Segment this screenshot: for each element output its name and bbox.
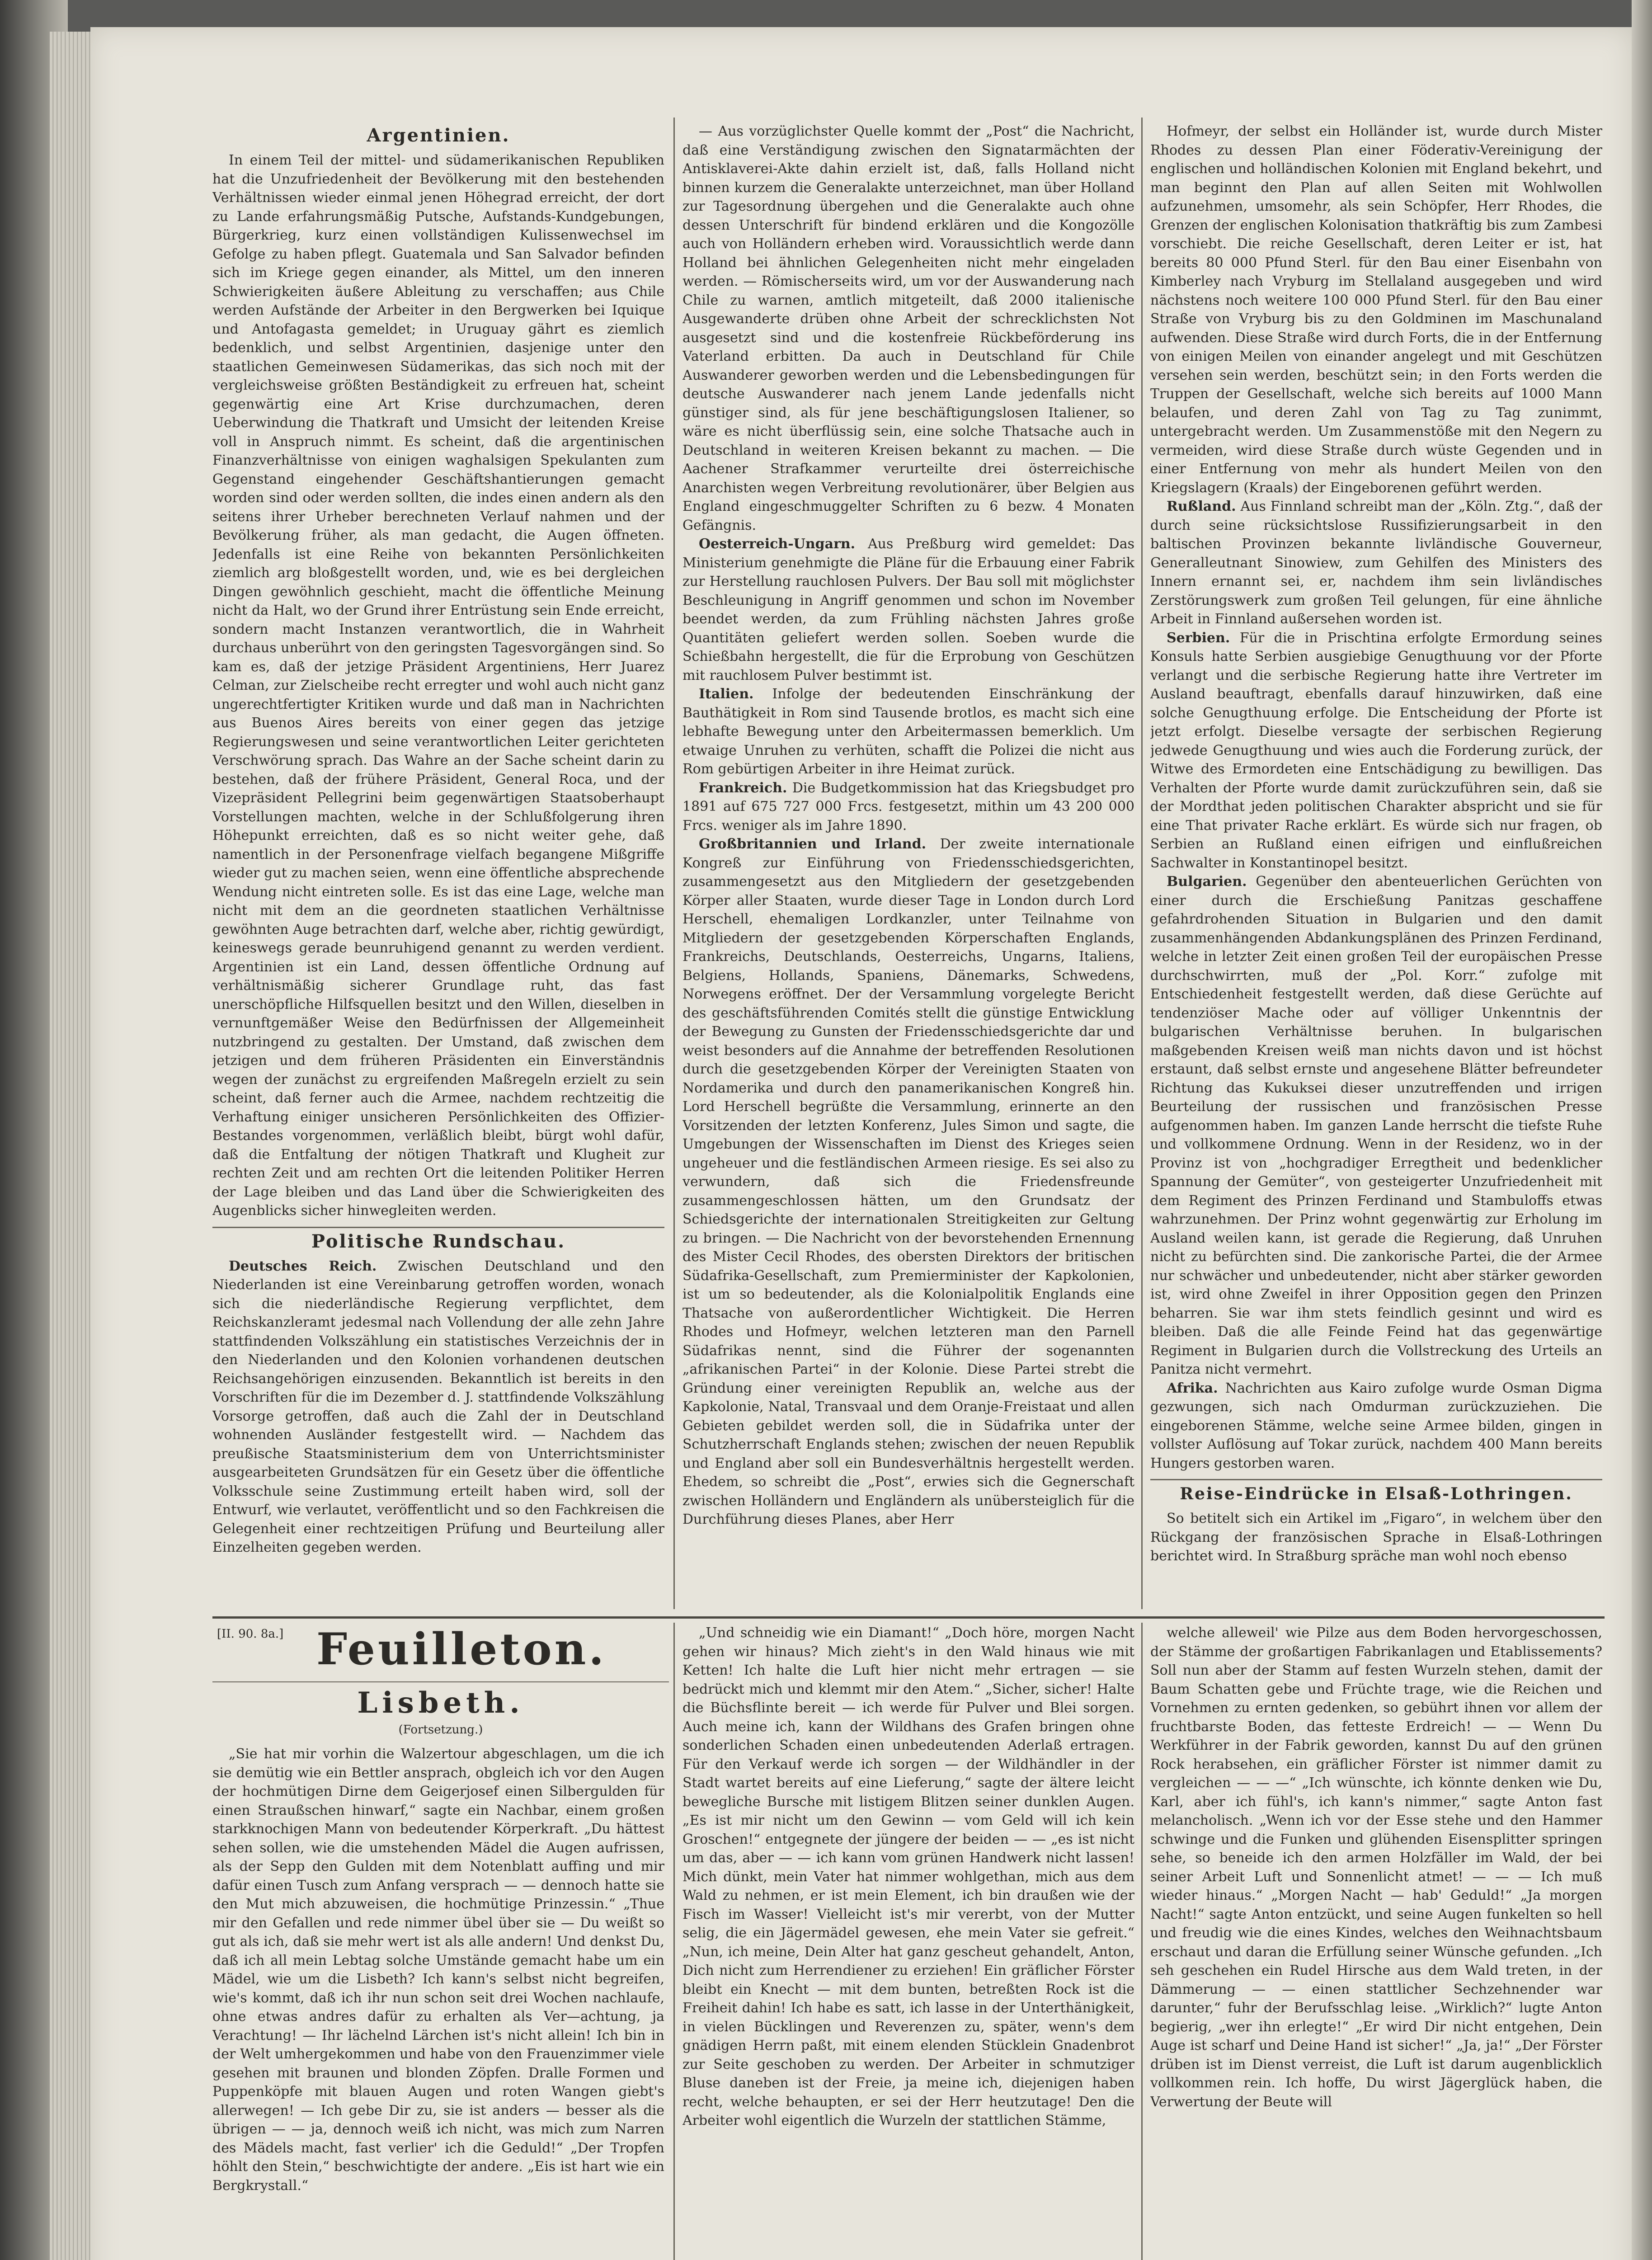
label-oesterreich: Oesterreich-Ungarn. [699,536,856,552]
article-frankreich [682,779,1134,835]
feuilleton-title: Feuilleton. [316,1624,607,1675]
article-news-col3: Hofmeyr, der selbst ein Holländer ist, wurde durch Mister Rhodes zu dessen Plan einer Föderativ-Vereinigung der englischen und holländischen Kolonien mit England bekehrt, und man beginnt den Plan auf allen Seiten mit Wohlwollen aufzunehmen, umsomehr, als sein Schöpfer, Herr Rhodes, die Grenzen der englischen Kolonisation thatkräftig bis zum Zambesi vorschiebt. Die reiche Gesellschaft, deren Leiter er ist, hat bereits 80 000 Pfund Sterl. für den Bau einer Eisenbahn von Kimberley nach Vryburg im Stellaland ausgegeben und wird nächstens noch weitere 100 000 Pfund Sterl. für den Bau einer Straße von Vryburg bis zu den Goldminen im Maschunaland aufwenden. Diese Straße wird durch Forts, die in der Entfernung von einigen Meilen von einander angelegt und mit Geschützen versehen sein werden, beschützt sein; in den Forts werden die Truppen der Gesellschaft, welche sich bereits auf 1000 Mann belaufen, und deren Zahl von Tag zu Tag zunimmt, untergebracht werden. Um Zusammenstöße mit den Negern zu vermeiden, wird diese Straße durch wüste Gegenden und in einer Entfernung von mehr als hundert Meilen von den Kriegslagern (Kraals) der Eingeborenen geführt werden. [1150,123,1602,496]
column-divider [673,1623,675,2260]
article-bulgarien [1150,872,1602,1379]
feuilleton-column-3 [1150,1624,1602,2260]
scanner-background-right [1632,0,1652,2260]
section-heading-argentinien: Argentinien. [367,125,510,146]
column-divider [673,118,675,1609]
label-italien: Italien. [699,686,754,702]
story-text-1: „Sie hat mir vorhin die Walzertour abgeschlagen, um die ich sie demütig wie ein Bettler ansprach, obgleich ich vor den Augen der hochmütigen Dirne dem Geigerjosef einen Silbergulden für einen Straußschen hinwarf,“ sagte ein Nachbar, einem großen starkknochigen Mann von bedeutender Körperkraft. „Du hättest sehen sollen, wie die umstehenden Mädel die Augen aufrissen, als der Sepp den Gulden mit dem Notenblatt auffing und mir dafür einen Tusch zum Anfang versprach — — dennoch hatte sie den Mut mich abzuweisen, die hochmütige Prinzessin.“ „Thue mir den Gefallen und rede nimmer übel über sie — Du weißt so gut als ich, daß sie mehr wert ist als alle andern! Und denkst Du, daß ich all mein Lebtag solche Umstände gemacht habe um ein Mädel, wie um die Lisbeth? Ich kann's selbst nicht begreifen, wie's kommt, daß ich ihr nun schon seit drei Wochen nachlaufe, ohne etwas andres dafür zu erhalten als Ver—achtung, ja Verachtung! — Ihr lächelnd Lärchen ist's nicht allein! Ich bin in der Welt umhergekommen und habe von den Frauenzimmer viele gesehen mit braunen und blonden Zöpfen. Dralle Formen und Puppenköpfe mit blauen Augen und roten Wangen giebt's allerwegen! — Ich gebe Dir zu, sie ist anders — besser als die übrigen — — ja, dennoch weiß ich nicht, was mich zum Narren des Mädels macht, fast verlier' ich die Geduld!“ „Der Tropfen höhlt den Stein,“ beschwichtigte der andere. „Eis ist hart wie ein Bergkrystall.“ [212,1746,664,2194]
article-afrika [1150,1379,1602,1473]
article-russland [1150,497,1602,629]
label-russland: Rußland. [1167,499,1236,514]
article-serbien [1150,629,1602,873]
column-divider [1141,1623,1143,2260]
column-3 [1150,122,1602,1609]
article-argentinien: In einem Teil der mittel- und südamerikanischen Republiken hat die Unzufriedenheit der Bevölkerung mit den bestehenden Verhältnissen wieder einmal jenen Höhegrad erreicht, der dort zu Lande erfahrungsmäßig Putsche, Aufstands-Kundgebungen, Bürgerkrieg, kurz einen vollständigen Kulissenwechsel im Gefolge zu haben pflegt. Guatemala und San Salvador befinden sich im Kriege gegen einander, als Mittel, um den inneren Schwierigkeiten äußere Ableitung zu verschaffen; aus Chile werden Aufstände der Arbeiter in den Bergwerken bei Iquique und Antofagasta gemeldet; in Uruguay gährt es ziemlich bedenklich, und selbst Argentinien, dasjenige unter den staatlichen Gemeinwesen Südamerikas, das sich noch mit der vergleichsweise größten Beständigkeit zu erfreuen hat, scheint gegenwärtig eine Art Krise durchzumachen, deren Ueberwindung die Thatkraft und Umsicht der leitenden Kreise voll in Anspruch nimmt. Es scheint, daß die argentinischen Finanzverhältnisse von einigen waghalsigen Spekulanten zum Gegenstand eingehender Geschäftshantierungen gemacht worden sind oder werden sollten, die indes einen andern als den seitens ihrer Urheber berechneten Verlauf nahmen und der Bevölkerung früher, als man gedacht, die Augen öffneten. Jedenfalls ist eine Reihe von bekannten Persönlichkeiten ziemlich arg bloßgestellt worden, und, wie es bei dergleichen Dingen gewöhnlich geschieht, macht die öffentliche Meinung nicht da Halt, wo der Grund ihrer Entrüstung sein Ende erreicht, sondern macht Instanzen verantwortlich, die in Wahrheit durchaus unberührt von den geringsten Tagesvorgängen sind. So kam es, daß der jetzige Präsident Argentiniens, Herr Juarez Celman, zur Zielscheibe recht erregter und wohl auch nicht ganz ungerechtfertigter Kritiken wurde und daß man in Nachrichten aus Buenos Aires bereits von einer gegen das jetzige Regierungswesen und seine verantwortlichen Leiter gerichteten Verschwörung sprach. Das Wahre an der Sache scheint darin zu bestehen, daß der frühere Präsident, General Roca, und der Vizepräsident Pellegrini beim gegenwärtigen Staatsoberhaupt Vorstellungen machten, welche in der Schlußfolgerung ihren Höhepunkt erreichten, daß es so nicht weiter gehe, daß namentlich in der Personenfrage vielfach begangene Mißgriffe wieder gut zu machen seien, wenn eine öffentliche absprechende Wendung nicht eintreten solle. Es ist das eine Lage, welche man nicht mit dem an die geordneten staatlichen Verhältnisse gewöhnten Auge betrachten darf, welche aber, richtig gewürdigt, keineswegs gerade beunruhigend genannt zu werden verdient. Argentinien ist ein Land, dessen öffentliche Ordnung auf verhältnismäßig sicherer Grundlage ruht, das fast unerschöpfliche Hilfsquellen besitzt und den Willen, dieselben in vernunftgemäßer Weise den Bedürfnissen der Allgemeinheit nutzbringend zu gestalten. Der Umstand, daß zwischen dem jetzigen und dem früheren Präsidenten ein Einverständnis wegen der zunächst zu ergreifenden Maßregeln erzielt zu sein scheint, daß ferner auch die Armee, nachdem rechtzeitig die Verhaftung einiger unsicheren Persönlichkeiten des Offizier-Bestandes vorgenommen, verläßlich bleibt, bürgt wohl dafür, daß die Entfaltung der nötigen Thatkraft und Klugheit zur rechten Zeit und am rechten Ort die leitenden Politiker Herren der Lage bleiben und das Land über die Schwierigkeiten des Augenblicks sicher hinwegleiten werden. [212,152,664,1219]
section-heading-reise: Reise-Eindrücke in Elsaß-Lothringen. [1150,1479,1602,1507]
text-grossbritannien: Der zweite internationale Kongreß zur Einführung von Friedensschiedsgerichten, zusammengesetzt aus den Mitgliedern der gesetzgebenden Körper aller Staaten, wurde dieser Tage in London durch Lord Herschell, ehemaligen Lordkanzler, unter Teilnahme von Mitgliedern der gesetzgebenden Körperschaften Englands, Frankreichs, Deutschlands, Oesterreichs, Ungarns, Italiens, Belgiens, Hollands, Spaniens, Dänemarks, Schwedens, Norwegens eröffnet. Der der Versammlung vorgelegte Bericht des geschäftsführenden Comités stellt die günstige Entwicklung der Bewegung zu Gunsten der Friedensschiedsgerichte dar und weist besonders auf die Annahme der betreffenden Resolutionen durch die gesetzgebenden Körper der Vereinigten Staaten von Nordamerika und durch den panamerikanischen Kongreß hin. Lord Herschell begrüßte die Versammlung, erinnerte an den Vorsitzenden der letzten Konferenz, Jules Simon und sagte, die Umgebungen der Wissenschaften im Dienst des Krieges seien ungeheuer und die festländischen Armeen riesige. Es sei also zu verwundern, daß sich die Friedensfreunde zusammengeschlossen hätten, um den Grundsatz der Schiedsgerichte der internationalen Streitigkeiten zur Geltung zu bringen. — Die Nachricht von der bevorstehenden Ernennung des Mister Cecil Rhodes, des obersten Direktors der britischen Südafrika-Gesellschaft, zum Premierminister der Kapkolonien, ist um so bedeutender, als die Kolonialpolitik Englands eine Thatsache von außerordentlicher Wichtigkeit. Die Herren Rhodes und Hofmeyr, welchen letzteren man den Parnell Südafrikas nennt, sind die Führer der sogenannten „afrikanischen Partei“ in der Kolonie. Diese Partei strebt die Gründung einer vereinigten Republik an, welche aus der Kapkolonie, Natal, Transvaal und dem Oranje-Freistaat und allen Gebieten gebildet werden soll, die in Südafrika unter der Schutzherrschaft Englands stehen; zwischen der neuen Republik und England aber soll ein Bundesverhältnis hergestellt werden. Ehedem, so schreibt die „Post“, erwies sich die Gegnerschaft zwischen Holländern und Engländern als unübersteiglich für die Durchführung dieses Planes, aber Herr [682,836,1134,1527]
label-bulgarien: Bulgarien. [1167,874,1247,890]
text-afrika: Nachrichten aus Kairo zufolge wurde Osman Digma gezwungen, sich nach Omdurman zurückzuziehen. Die eingeborenen Stämme, welche seine Armee bilden, gingen in vollster Auflösung auf Tokar zurück, nachdem 400 Mann bereits Hungers gestorben waren. [1150,1380,1602,1471]
column-divider [1141,118,1143,1609]
story-text-2: „Und schneidig wie ein Diamant!“ „Doch höre, morgen Nacht gehen wir hinaus? Mich zieht's in den Wald hinaus wie mit Ketten! Ich halte die Luft hier nicht mehr ertragen — sie bedrückt mich und klemmt mir den Atem.“ „Sicher, sicher! Halte die Büchsflinte bereit — ich werde für Pulver und Blei sorgen. Auch meine ich, kann der Wildhans des Grafen bringen ohne sonderlichen Schaden einen unbedeutenden Aderlaß ertragen. Für den Verkauf werde ich sorgen — der Wildhändler in der Stadt wartet bereits auf eine Lieferung,“ sagte der ältere leicht bewegliche Bursche mit listigem Blitzen seiner dunklen Augen. „Es ist mir nicht um den Gewinn — vom Geld will ich kein Groschen!“ entgegnete der jüngere der beiden — — „es ist nicht um das, aber — — ich kann vom grünen Handwerk nicht lassen! Mich dünkt, mein Vater hat nimmer wohlgethan, mich aus dem Wald zu nehmen, er ist mein Element, ich bin draußen wie der Fisch im Wasser! Vielleicht ist's mir vererbt, von der Mutter selig, die ein Jägermädel gewesen, ehe mein Vater sie gefreit.“ „Nun, ich meine, Dein Alter hat ganz gescheut gehandelt, Anton, Dich nicht zum Herrendiener zu erziehen! Ein gräflicher Förster bleibt ein Knecht — mit dem bunten, betreßten Rock ist die Freiheit dahin! Ich habe es satt, ich lasse in der Unterthänigkeit, in vielen Bücklingen und Reverenzen zu, später, wenn's dem gnädigen Herrn paßt, mit einem elenden Stücklein Gnadenbrot zur Seite geschoben zu werden. Der Arbeiter in schmutziger Bluse daneben ist der Freie, ja meine ich, diejenigen haben recht, welche behaupten, er sei der Herr heutzutage! Den die Arbeiter wohl eigentlich die Wurzeln der stattlichen Stämme, [682,1625,1134,2128]
text-deutsches-reich: Zwischen Deutschland und den Niederlanden ist eine Vereinbarung getroffen worden, wonach sich die niederländische Regierung verpflichtet, dem Reichskanzleramt jedesmal nach Vollendung der alle zehn Jahre stattfindenden Volkszählung ein statistisches Verzeichnis der in den Niederlanden und den Kolonien vorhandenen deutschen Reichsangehörigen einzusenden. Bekanntlich ist bereits in den Vorschriften für die im Dezember d. J. stattfindende Volkszählung Vorsorge getroffen, daß auch die Zahl der in Deutschland wohnenden Ausländer festgestellt wird. — Nachdem das preußische Staatsministerium dem von Unterrichtsminister ausgearbeiteten Grundsätzen für ein Gesetz über die öffentliche Volksschule seine Zustimmung erteilt haben wird, soll der Entwurf, wie verlautet, veröffentlicht und so den Fachkreisen die Gelegenheit einer rechtzeitigen Prüfung und Beurteilung aller Einzelheiten gegeben werden. [212,1258,664,1555]
story-subtitle: (Fortsetzung.) [398,1723,483,1737]
text-serbien: Für die in Prischtina erfolgte Ermordung seines Konsuls hatte Serbien ausgiebige Genugthuung vor der Pforte verlangt und die serbische Regierung hatte ihre Vertreter im Ausland beauftragt, ebenfalls darauf hinzuwirken, daß eine solche Genugthuung erfolge. Die Entscheidung der Pforte ist jetzt erfolgt. Dieselbe versagte der serbischen Regierung jedwede Genugthuung und wies auch die Forderung zurück, der Witwe des Ermordeten eine Entschädigung zu bewilligen. Das Verhalten der Pforte wurde damit zurückzuführen sein, daß sie der Mordthat jeden politischen Charakter abspricht und sie für eine That privater Rache erklärt. Es würde sich nur fragen, ob Serbien an Rußland einen eifrigen und einflußreichen Sachwalter in Konstantinopel besitzt. [1150,630,1602,871]
label-grossbritannien: Großbritannien und Irland. [699,836,927,852]
section-heading-rundschau: Politische Rundschau. [212,1227,664,1255]
text-frankreich: Die Budgetkommission hat das Kriegsbudget pro 1891 auf 675 727 000 Frcs. festgesetzt, mithin um 43 200 000 Frcs. weniger als im Jahre 1890. [682,780,1134,833]
feuilleton-title-underline [212,1681,669,1682]
label-serbien: Serbien. [1167,630,1230,646]
text-oesterreich: Aus Preßburg wird gemeldet: Das Ministerium genehmigte die Pläne für die Erbauung einer Fabrik zur Herstellung rauchlosen Pulvers. Der Bau soll mit möglichster Beschleunigung in Angriff genommen und schon im November beendet werden, da zum Frühling nächsten Jahres große Quantitäten geliefert werden sollen. Soeben wurde die Schießbahn hergestellt, die für die Erprobung von Geschützen mit rauchlosem Pulver bestimmt ist. [682,536,1134,683]
feuilleton-issue-label: [II. 90. 8a.] [217,1627,284,1641]
article-news-col2: — Aus vorzüglichster Quelle kommt der „Post“ die Nachricht, daß eine Verständigung zwischen den Signatarmächten der Antisklaverei-Akte dahin erzielt ist, daß, falls Holland nicht binnen kurzem die Generalakte unterzeichnet, man über Holland zur Tagesordnung übergehen und die Generalakte auch ohne dessen Unterschrift für bindend erklären und die Kongozölle auch von Holländern erheben wird. Voraussichtlich werde dann Holland bei ähnlichen Gelegenheiten nicht mehr eingeladen werden. — Römischerseits wird, um vor der Auswanderung nach Chile zu warnen, amtlich mitgeteilt, daß 2000 italienische Ausgewanderte drüben ohne Arbeit der schrecklichsten Not ausgesetzt sind und die kostenfreie Rückbeförderung ins Vaterland erbitten. Da auch in Deutschland für Chile Auswanderer geworben werden und die Lebensbedingungen für deutsche Auswanderer nach jenem Lande jedenfalls nicht günstiger sind, als für jene beschäftigungslosen Italiener, so wäre es nicht überflüssig sein, eine solche Thatsache auch in Deutschland in weiteren Kreisen bekannt zu machen. — Die Aachener Strafkammer verurteilte drei österreichische Anarchisten wegen Verbreitung revolutionärer, über Belgien aus England eingeschmuggelter Schriften zu 6 bezw. 4 Monaten Gefängnis. [682,123,1134,533]
label-frankreich: Frankreich. [699,780,787,796]
label-deutsches-reich: Deutsches Reich. [229,1258,377,1274]
text-russland: Aus Finnland schreibt man der „Köln. Ztg.“, daß der durch seine rücksichtslose Russifizierungsarbeit in den baltischen Provinzen bekannte livländische Gouverneur, Generalleutnant Sinowiew, zum Gehilfen des Ministers des Innern ernannt sei, er, nachdem ihm sein livländisches Zerstörungswerk zum großen Teil gelungen, für eine ähnliche Arbeit in Finnland außersehen worden ist. [1150,499,1602,627]
feuilleton-separator [212,1616,1605,1619]
feuilleton-column-2 [682,1624,1134,2260]
article-italien [682,685,1134,779]
article-reise: So betitelt sich ein Artikel im „Figaro“, in welchem über den Rückgang der französischen Sprache in Elsaß-Lothringen berichtet wird. In Straßburg spräche man wohl noch ebenso [1150,1511,1602,1564]
column-2 [682,122,1134,1609]
article-grossbritannien [682,835,1134,1529]
text-italien: Infolge der bedeutenden Einschränkung der Bauthätigkeit in Rom sind Tausende brotlos, es macht sich eine lebhafte Bewegung unter den Arbeitermassen bemerklich. Um etwaige Unruhen zu verhüten, schafft die Polizei die nicht aus Rom gebürtigen Arbeiter in ihre Heimat zurück. [682,686,1134,777]
column-1 [212,122,664,1609]
label-afrika: Afrika. [1167,1380,1218,1396]
text-bulgarien: Gegenüber den abenteuerlichen Gerüchten von einer durch die Erschießung Panitzas geschaffene gefahrdrohenden Situation in Bulgarien und den damit zusammenhängenden Abdankungsplänen des Prinzen Ferdinand, welche in letzter Zeit einen großen Teil der europäischen Presse durchschwirrten, muß der „Pol. Korr.“ zufolge mit Entschiedenheit festgestellt werden, daß diese Gerüchte auf tendenziöser Mache oder auf völliger Unkenntnis der bulgarischen Verhältnisse beruhen. In bulgarischen maßgebenden Kreisen weiß man nichts davon und ist höchst erstaunt, daß selbst ernste und angesehene Blätter befreundeter Richtung das Kukuksei dieser unzutreffenden und irrigen Beurteilung der russischen und französischen Presse aufgenommen haben. Im ganzen Lande herrscht die tiefste Ruhe und vollkommene Ordnung. Wenn in der Residenz, wo in der Provinz ist von „hochgradiger Erregtheit und bedenklicher Spannung der Gemüter“, von gesteigerter Unzufriedenheit mit dem Regiment des Prinzen Ferdinand und Stambuloffs etwas wahrzunehmen. Der Prinz wohnt gegenwärtig zur Erholung im Ausland weilen kann, ist gerade die Regierung, daß Unruhen nicht zu befürchten sind. Die zankorische Partei, die der Armee nur schwächer und unbedeutender, nicht aber stärker geworden ist, wird ohne Zweifel in ihrer Opposition gegen den Prinzen beharren. Sie war ihm stets feindlich gesinnt und wird es bleiben. Daß die alle Feinde Feind hat das gegenwärtige Regiment in Bulgarien durch die Vollstreckung des Urteils an Panitza nicht vermehrt. [1150,874,1602,1377]
story-text-3: welche alleweil' wie Pilze aus dem Boden hervorgeschossen, der Stämme der großartigen Fabrikanlagen und Etablissements? Soll nun aber der Stamm auf festen Wurzeln stehen, damit der Baum Schatten gebe und Früchte trage, wie die Reichen und Vornehmen zu ernten gedenken, so gebührt ihnen vor allem der fruchtbarste Boden, das fetteste Erdreich! — — Wenn Du Werkführer in der Fabrik geworden, kannst Du auf den grünen Rock herabsehen, ein gräflicher Förster ist nimmer damit zu vergleichen — — —“ „Ich wünschte, ich könnte denken wie Du, Karl, aber ich fühl's, ich kann's nimmer,“ sagte Anton fast melancholisch. „Wenn ich vor der Esse stehe und den Hammer schwinge und die Funken und glühenden Eisensplitter springen sehe, so beneide ich den armen Holzfäller im Wald, der bei seiner Arbeit Luft und Sonnenlicht atmet! — — — Ich muß wieder hinaus.“ „Morgen Nacht — hab' Geduld!“ „Ja morgen Nacht!“ sagte Anton entzückt, und seine Augen funkelten so hell und freudig wie die eines Kindes, welches den Weihnachtsbaum erschaut und daran die Erfüllung seiner Wünsche gefunden. „Ich seh geschehen ein Rudel Hirsche aus dem Wald treten, in der Dämmerung — — einen stattlicher Sechzehnender war darunter,“ fuhr der Berufsschlag leise. „Wirklich?“ lugte Anton begierig, „wer ihn erlegte!“ „Er wird Dir nicht entgehen, Dein Auge ist scharf und Deine Hand ist sicher!“ „Ja, ja!“ „Der Förster drüben ist im Dienst verreist, die Luft ist darum augenblicklich vollkommen rein. Ich hoffe, Du wirst Jägerglück haben, die Verwertung der Beute will [1150,1625,1602,2110]
article-deutsches-reich [212,1257,664,1557]
story-title: Lisbeth. [357,1686,524,1720]
article-oesterreich [682,535,1134,685]
feuilleton-column-1 [212,1745,664,2260]
